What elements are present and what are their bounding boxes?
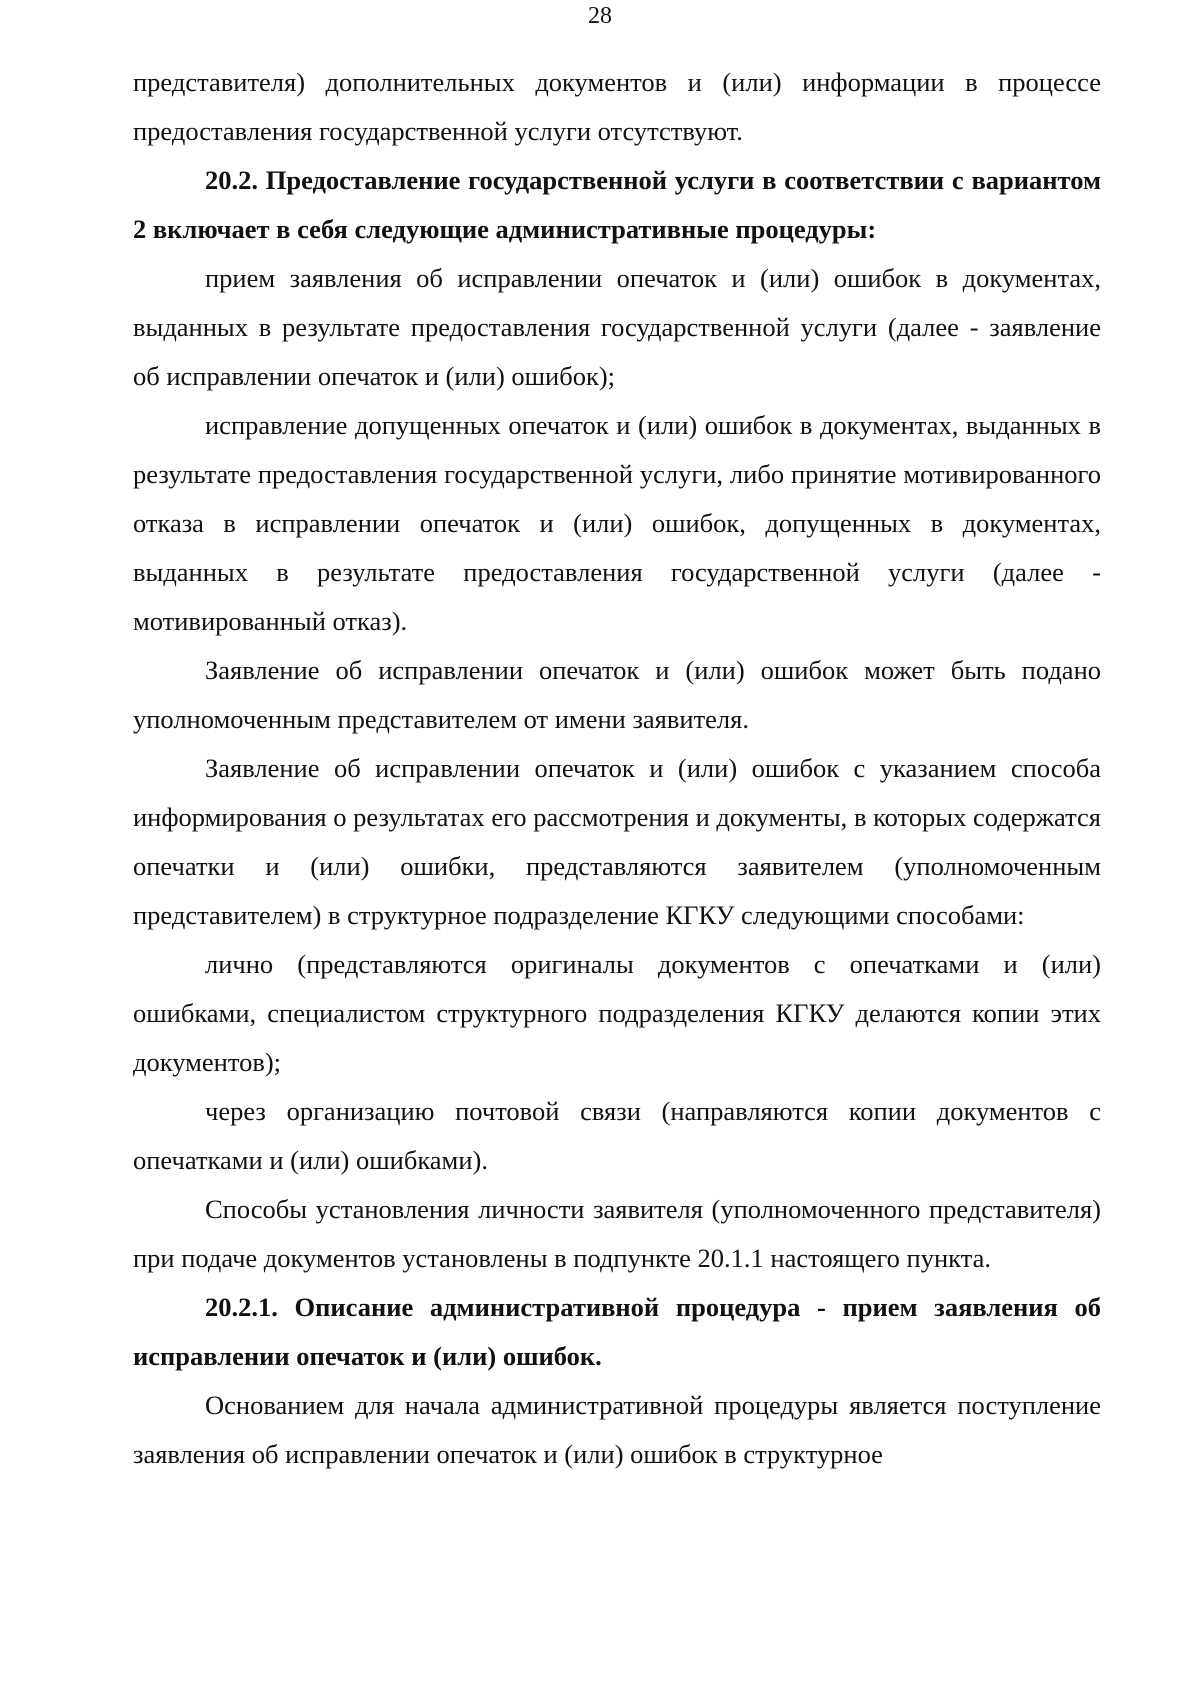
paragraph-basis: Основанием для начала административной процедуры является поступление заявления об исправлении опечаток и (или) ошибок в структурное <box>133 1390 1101 1469</box>
section-heading-20-2-1: 20.2.1. Описание административной процедура - прием заявления об исправлении опечаток и (или) ошибок. <box>133 1292 1101 1371</box>
paragraph-identity: Способы установления личности заявителя (уполномоченного представителя) при подаче документов установлены в подпункте 20.1.1 настоящего пункта. <box>133 1194 1101 1273</box>
method-in-person: лично (представляются оригиналы документов с опечатками и (или) ошибками, специалистом структурного подразделения КГКУ делаются копии этих документов); <box>133 949 1101 1077</box>
page-number: 28 <box>588 3 612 29</box>
procedure-item-correction: исправление допущенных опечаток и (или) ошибок в документах, выданных в результате предоставления государственной услуги, либо принятие мотивированного отказа в исправлении опечаток и (или) ошибок, допущенных в документах, выданных в результате предоставления государственной услуги (далее - мотивированный отказ). <box>133 410 1101 636</box>
paragraph-representative: Заявление об исправлении опечаток и (или) ошибок может быть подано уполномоченным представителем от имени заявителя. <box>133 655 1101 734</box>
procedure-item-application: прием заявления об исправлении опечаток и (или) ошибок в документах, выданных в результате предоставления государственной услуги (далее - заявление об исправлении опечаток и (или) ошибок); <box>133 263 1101 391</box>
paragraph-continuation: представителя) дополнительных документов и (или) информации в процессе предоставления государственной услуги отсутствуют. <box>133 67 1101 146</box>
document-body <box>133 58 1101 1479</box>
paragraph-submission-methods: Заявление об исправлении опечаток и (или) ошибок с указанием способа информирования о результатах его рассмотрения и документы, в которых содержатся опечатки и (или) ошибки, представляются заявителем (уполномоченным представителем) в структурное подразделение КГКУ следующими способами: <box>133 753 1101 930</box>
method-postal: через организацию почтовой связи (направляются копии документов с опечатками и (или) ошибками). <box>133 1096 1101 1175</box>
section-heading-20-2: 20.2. Предоставление государственной услуги в соответствии с вариантом 2 включает в себя следующие административные процедуры: <box>133 165 1101 244</box>
